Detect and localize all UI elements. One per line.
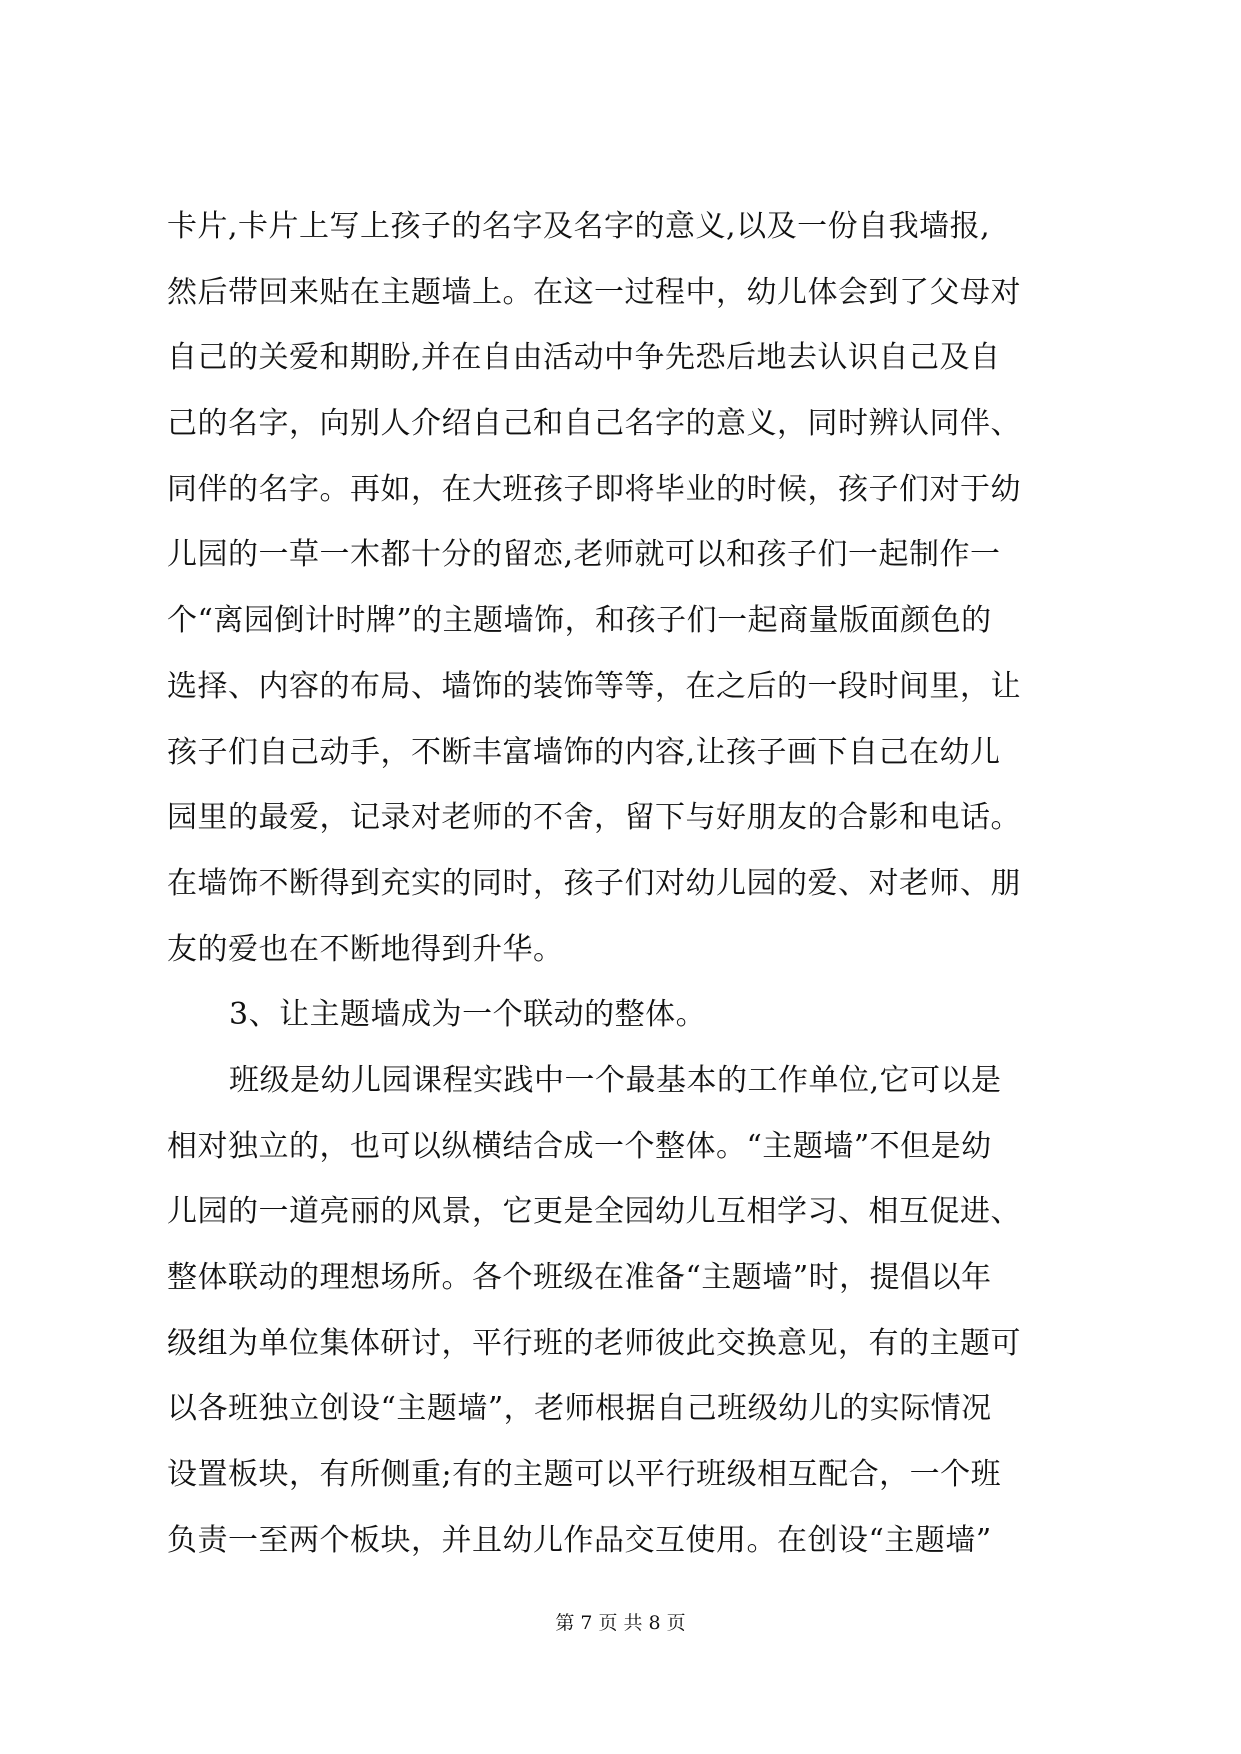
section-heading: 3、让主题墙成为一个联动的整体。 <box>229 997 707 1033</box>
text-line: 负责一至两个板块，并且幼儿作品交互使用。在创设“主题墙” <box>167 1522 992 1558</box>
text-line: 然后带回来贴在主题墙上。在这一过程中，幼儿体会到了父母对 <box>167 274 1021 310</box>
paragraph-first-line: 班级是幼儿园课程实践中一个最基本的工作单位,它可以是 <box>229 1062 1002 1098</box>
page-footer: 第 7 页 共 8 页 <box>555 1612 686 1634</box>
text-line: 个“离园倒计时牌”的主题墙饰，和孩子们一起商量版面颜色的 <box>167 603 992 639</box>
text-line: 己的名字，向别人介绍自己和自己名字的意义，同时辨认同伴、 <box>167 406 1021 442</box>
text-line: 卡片,卡片上写上孩子的名字及名字的意义,以及一份自我墙报, <box>167 209 991 244</box>
text-line: 以各班独立创设“主题墙”，老师根据自己班级幼儿的实际情况 <box>167 1391 992 1427</box>
text-line: 设置板块，有所侧重;有的主题可以平行班级相互配合，一个班 <box>167 1457 1002 1493</box>
text-line: 自己的关爱和期盼,并在自由活动中争先恐后地去认识自己及自 <box>167 340 1001 376</box>
text-line: 友的爱也在不断地得到升华。 <box>167 931 564 967</box>
body-text <box>167 205 1077 1584</box>
text-line: 同伴的名字。再如，在大班孩子即将毕业的时候，孩子们对于幼 <box>167 471 1021 507</box>
text-line: 儿园的一草一木都十分的留恋,老师就可以和孩子们一起制作一 <box>167 537 1001 573</box>
text-line: 孩子们自己动手，不断丰富墙饰的内容,让孩子画下自己在幼儿 <box>167 734 1001 770</box>
text-line: 选择、内容的布局、墙饰的装饰等等，在之后的一段时间里，让 <box>167 668 1021 704</box>
text-line: 整体联动的理想场所。各个班级在准备“主题墙”时，提倡以年 <box>167 1260 992 1295</box>
text-line: 级组为单位集体研讨，平行班的老师彼此交换意见，有的主题可 <box>167 1325 1021 1361</box>
text-line: 儿园的一道亮丽的风景，它更是全园幼儿互相学习、相互促进、 <box>167 1194 1021 1230</box>
text-line: 在墙饰不断得到充实的同时，孩子们对幼儿园的爱、对老师、朋 <box>167 865 1021 901</box>
text-line: 园里的最爱，记录对老师的不舍，留下与好朋友的合影和电话。 <box>167 800 1021 836</box>
text-line: 相对独立的，也可以纵横结合成一个整体。“主题墙”不但是幼 <box>167 1128 992 1164</box>
